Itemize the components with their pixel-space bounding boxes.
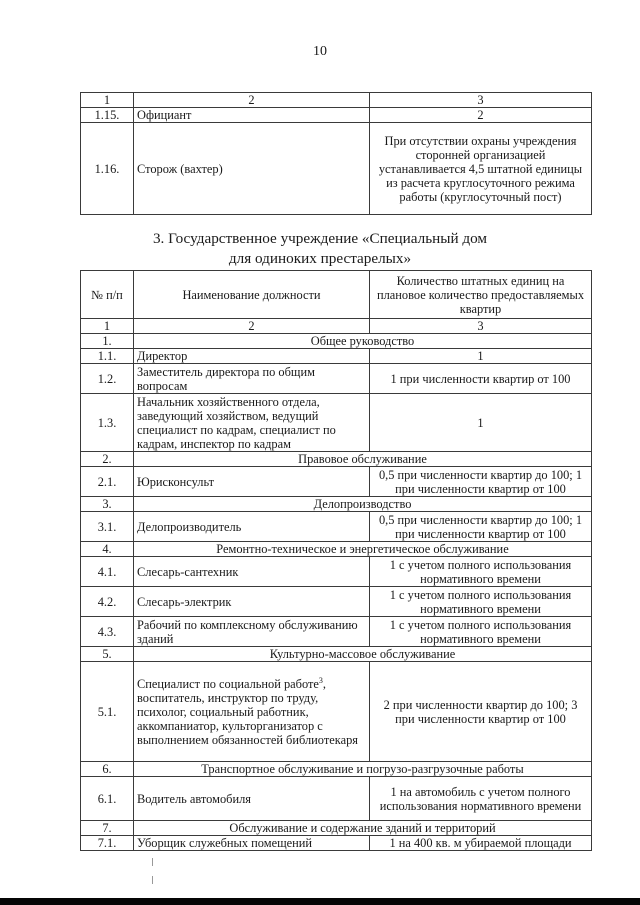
row-number: 1.16. — [81, 123, 134, 215]
staff-count: 1 при численности квартир от 100 — [370, 364, 592, 394]
row-number: 4.2. — [81, 587, 134, 617]
column-number-row — [81, 93, 592, 108]
scan-edge-band — [0, 898, 640, 905]
row-number: 4.3. — [81, 617, 134, 647]
row-number: 1.15. — [81, 108, 134, 123]
group-number: 7. — [81, 821, 134, 836]
position-name: Рабочий по комплексному обслуживанию зданий — [134, 617, 370, 647]
staff-count: 1 — [370, 394, 592, 452]
group-row — [81, 762, 592, 777]
position-name: Начальник хозяйственного отдела, заведующий хозяйством, ведущий специалист по кадрам, специалист по кадрам, инспектор по кадрам — [134, 394, 370, 452]
position-name: Водитель автомобиля — [134, 777, 370, 821]
page-number: 10 — [313, 44, 327, 59]
row-number: 4.1. — [81, 557, 134, 587]
group-row — [81, 452, 592, 467]
position-name-part: , воспитатель, инструктор по труду, психолог, социальный работник, аккомпаниатор, культорганизатор с выполнением обязанностей библиотекаря — [137, 676, 358, 747]
position-name: Юрисконсульт — [134, 467, 370, 497]
position-name — [134, 662, 370, 762]
row-number: 3.1. — [81, 512, 134, 542]
group-number: 1. — [81, 334, 134, 349]
group-row — [81, 542, 592, 557]
group-title: Делопроизводство — [134, 497, 592, 512]
staff-count: При отсутствии охраны учреждения сторонней организацией устанавливается 4,5 штатной единицы из расчета круглосуточного режима работы (круглосуточный пост) — [370, 123, 592, 215]
column-number: 2 — [134, 93, 370, 108]
staff-count: 2 — [370, 108, 592, 123]
group-number: 5. — [81, 647, 134, 662]
staff-count: 1 с учетом полного использования нормативного времени — [370, 587, 592, 617]
table-row — [81, 512, 592, 542]
table-row — [81, 349, 592, 364]
table-row — [81, 108, 592, 123]
footnote-marker: 3 — [318, 675, 323, 685]
staff-count: 1 с учетом полного использования нормативного времени — [370, 557, 592, 587]
group-title: Общее руководство — [134, 334, 592, 349]
group-title: Транспортное обслуживание и погрузо-разгрузочные работы — [134, 762, 592, 777]
staff-count: 1 на автомобиль с учетом полного использования нормативного времени — [370, 777, 592, 821]
staffing-table — [80, 270, 592, 851]
table-row — [81, 617, 592, 647]
row-number: 1.3. — [81, 394, 134, 452]
table-row — [81, 662, 592, 762]
table-row — [81, 364, 592, 394]
section-title-line: 3. Государственное учреждение «Специальный дом — [152, 230, 488, 247]
position-name-part: Специалист по социальной работе — [137, 676, 319, 691]
position-name: Уборщик служебных помещений — [134, 836, 370, 851]
row-number: 1.1. — [81, 349, 134, 364]
column-number: 1 — [81, 93, 134, 108]
group-number: 3. — [81, 497, 134, 512]
column-number-row — [81, 319, 592, 334]
table-row — [81, 123, 592, 215]
table-row — [81, 394, 592, 452]
row-number: 5.1. — [81, 662, 134, 762]
position-name: Слесарь-сантехник — [134, 557, 370, 587]
staffing-table-continued — [80, 92, 592, 215]
group-title: Обслуживание и содержание зданий и территорий — [134, 821, 592, 836]
group-row — [81, 821, 592, 836]
group-number: 4. — [81, 542, 134, 557]
table-row — [81, 836, 592, 851]
staff-count: 0,5 при численности квартир до 100; 1 при численности квартир от 100 — [370, 512, 592, 542]
section-title-line: для одиноких престарелых» — [228, 250, 412, 267]
position-name: Официант — [134, 108, 370, 123]
column-number: 1 — [81, 319, 134, 334]
group-title: Культурно-массовое обслуживание — [134, 647, 592, 662]
staff-count: 1 с учетом полного использования нормативного времени — [370, 617, 592, 647]
position-name: Слесарь-электрик — [134, 587, 370, 617]
row-number: 7.1. — [81, 836, 134, 851]
group-number: 2. — [81, 452, 134, 467]
position-name: Директор — [134, 349, 370, 364]
row-number: 1.2. — [81, 364, 134, 394]
column-number: 2 — [134, 319, 370, 334]
section-title — [0, 229, 640, 269]
group-number: 6. — [81, 762, 134, 777]
position-name: Сторож (вахтер) — [134, 123, 370, 215]
header-count: Количество штатных единиц на плановое количество предоставляемых квартир — [370, 271, 592, 319]
column-number: 3 — [370, 319, 592, 334]
staff-count: 1 — [370, 349, 592, 364]
row-number: 6.1. — [81, 777, 134, 821]
position-name: Заместитель директора по общим вопросам — [134, 364, 370, 394]
row-number: 2.1. — [81, 467, 134, 497]
column-number: 3 — [370, 93, 592, 108]
header-position: Наименование должности — [134, 271, 370, 319]
group-row — [81, 647, 592, 662]
staff-count: 2 при численности квартир до 100; 3 при численности квартир от 100 — [370, 662, 592, 762]
scan-artifact — [152, 876, 153, 884]
table-row — [81, 557, 592, 587]
position-name: Делопроизводитель — [134, 512, 370, 542]
table-header-row — [81, 271, 592, 319]
group-title: Ремонтно-техническое и энергетическое обслуживание — [134, 542, 592, 557]
header-num: № п/п — [81, 271, 134, 319]
table-row — [81, 467, 592, 497]
table-row — [81, 587, 592, 617]
group-title: Правовое обслуживание — [134, 452, 592, 467]
group-row — [81, 334, 592, 349]
table-row — [81, 777, 592, 821]
scan-artifact — [152, 858, 153, 866]
staff-count: 0,5 при численности квартир до 100; 1 при численности квартир от 100 — [370, 467, 592, 497]
group-row — [81, 497, 592, 512]
staff-count: 1 на 400 кв. м убираемой площади — [370, 836, 592, 851]
